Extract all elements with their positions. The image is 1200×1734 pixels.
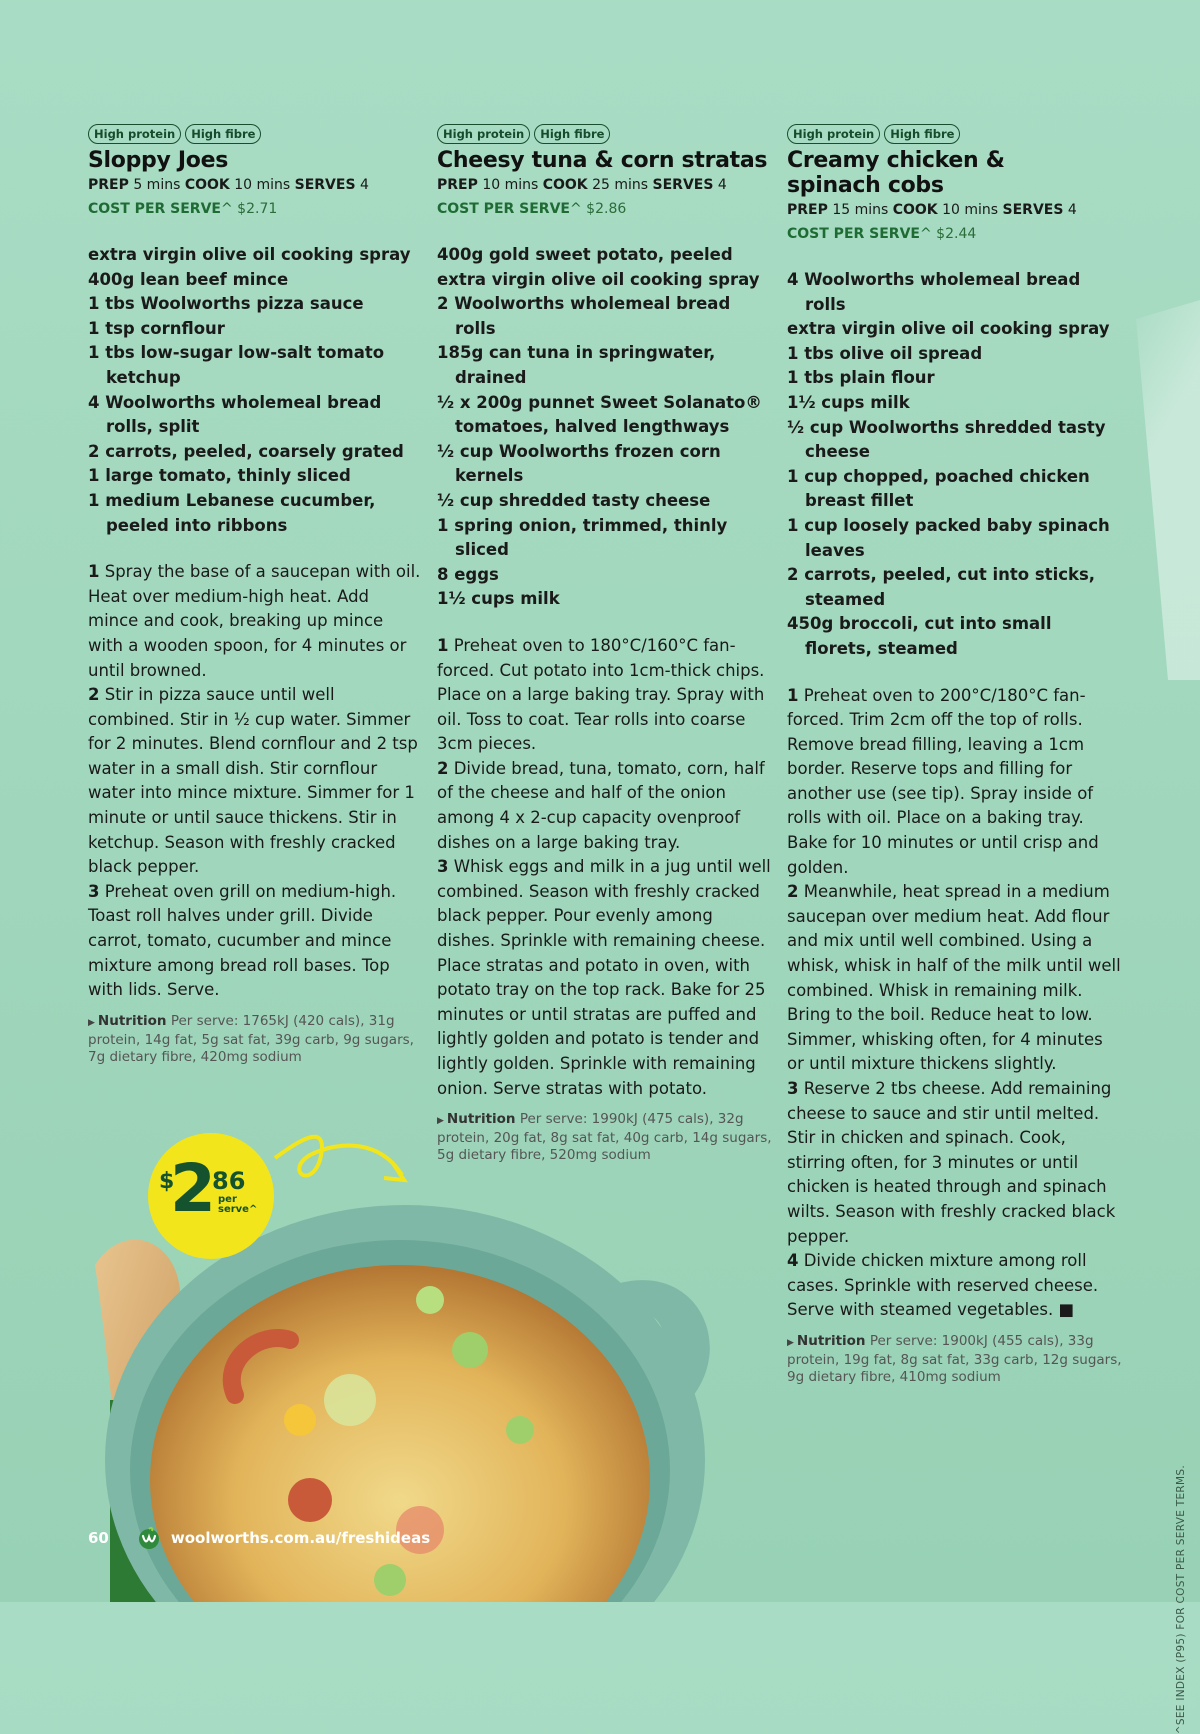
ingredient-item: ½ x 200g punnet Sweet Solanato® tomatoes, halved lengthways <box>437 392 762 437</box>
method-step: 1 Preheat oven to 200°C/180°C fan-forced. Trim 2cm off the top of rolls. Remove bread filling, leaving a 1cm border. Reserve tops and filling for another use (see tip). Spray inside of rolls with oil. Place on a baking tray. Bake for 10 minutes or until crisp and golden. <box>787 685 1099 877</box>
ingredient-item: 2 Woolworths wholemeal bread rolls <box>437 294 731 338</box>
tag-high-protein: High protein <box>88 124 181 144</box>
cost-per-serve: COST PER SERVE^ $2.71 <box>88 201 278 217</box>
ingredient-item: ½ cup shredded tasty cheese <box>437 490 711 510</box>
ingredient-item: 2 carrots, peeled, coarsely grated <box>88 441 404 461</box>
tag-high-fibre: High fibre <box>534 124 610 144</box>
recipe-title: Sloppy Joes <box>88 148 229 173</box>
method-step: 1 Preheat oven to 180°C/160°C fan-forced. Cut potato into 1cm-thick chips. Place on a large baking tray. Spray with oil. Toss to coat. Tear rolls into coarse 3cm pieces. <box>437 635 765 754</box>
ingredient-item: 1 tbs plain flour <box>787 368 935 388</box>
triangle-icon: ▶ <box>437 1116 444 1127</box>
page-number: 60 <box>88 1529 109 1547</box>
tag-high-fibre: High fibre <box>884 124 960 144</box>
ingredient-item: extra virgin olive oil cooking spray <box>88 245 411 264</box>
triangle-icon: ▶ <box>88 1017 95 1028</box>
method-steps <box>88 560 423 1003</box>
method-step: 2 Meanwhile, heat spread in a medium saucepan over medium heat. Add flour and mix until well combined. Using a whisk, whisk in half of the milk until well combined. Whisk in remaining milk. Bring to the boil. Reduce heat to low. Simmer, whisking often, for 4 minutes or until mixture thickens slightly. <box>787 882 1121 1074</box>
page-footer <box>88 1526 430 1550</box>
ingredient-list <box>88 243 423 538</box>
recipe-column-chicken-cobs <box>787 124 1122 1386</box>
ingredient-list <box>787 268 1122 662</box>
tag-row <box>88 124 423 144</box>
tag-high-protein: High protein <box>787 124 880 144</box>
ingredient-item: 8 eggs <box>437 564 499 584</box>
tag-high-fibre: High fibre <box>185 124 261 144</box>
ingredient-item: 185g can tuna in springwater, drained <box>437 343 716 387</box>
badge-dollar: $ <box>159 1169 175 1194</box>
footer-url[interactable]: woolworths.com.au/freshideas <box>170 1529 431 1547</box>
tag-row <box>437 124 772 144</box>
nutrition-info: ▶ Nutrition Per serve: 1990kJ (475 cals), 32g protein, 20g fat, 8g sat fat, 40g carb, 14g sugars, 5g dietary fibre, 520mg sodium <box>437 1111 772 1164</box>
method-steps <box>437 634 772 1101</box>
recipe-title: Creamy chicken & spinach cobs <box>787 148 1005 198</box>
recipe-times: PREP 10 mins COOK 25 mins SERVES 4 <box>437 177 727 193</box>
ingredient-item: 1½ cups milk <box>787 392 910 412</box>
ingredient-item: 1 large tomato, thinly sliced <box>88 466 351 486</box>
method-step: 1 Spray the base of a saucepan with oil. Heat over medium-high heat. Add mince and cook, breaking up mince with a wooden spoon, for 4 minutes or until browned. <box>88 562 421 680</box>
cost-terms-note: ^SEE INDEX (P95) FOR COST PER SERVE TERMS. <box>1175 1465 1187 1734</box>
woolworths-logo-icon <box>137 1526 161 1550</box>
method-steps <box>787 684 1122 1323</box>
recipe-column-sloppy-joes <box>88 124 423 1066</box>
ingredient-item: 1 tbs olive oil spread <box>787 343 983 363</box>
ingredient-item: 1 spring onion, trimmed, thinly sliced <box>437 515 728 560</box>
method-step: 4 Divide chicken mixture among roll cases. Sprinkle with reserved cheese. Serve with steamed vegetables. ■ <box>787 1251 1099 1320</box>
recipe-times: PREP 5 mins COOK 10 mins SERVES 4 <box>88 177 369 193</box>
badge-per-serve: per serve^ <box>218 1194 258 1215</box>
ingredient-item: 4 Woolworths wholemeal bread rolls, split <box>88 392 382 437</box>
method-step: 2 Stir in pizza sauce until well combined. Stir in ½ cup water. Simmer for 2 minutes. Blend cornflour and 2 tsp water in a small dish. Stir cornflour water into mince mixture. Simmer for 1 minute or until sauce thickens. Stir in ketchup. Season with freshly cracked black pepper. <box>88 685 418 877</box>
ingredient-item: ½ cup Woolworths shredded tasty cheese <box>787 417 1106 462</box>
ingredient-item: 1½ cups milk <box>437 589 560 609</box>
method-step: 3 Preheat oven grill on medium-high. Toast roll halves under grill. Divide carrot, tomato, cucumber and mince mixture among bread roll bases. Top with lids. Serve. <box>88 881 397 1000</box>
price-badge <box>148 1133 274 1259</box>
ingredient-item: ½ cup Woolworths frozen corn kernels <box>437 441 721 486</box>
ingredient-item: 1 tbs Woolworths pizza sauce <box>88 294 364 314</box>
badge-price-whole: 2 <box>170 1150 213 1227</box>
method-step: 2 Divide bread, tuna, tomato, corn, half of the cheese and half of the onion among 4 x 2-cup capacity ovenproof dishes on a large baking tray. <box>437 758 765 852</box>
tag-row <box>787 124 1122 144</box>
nutrition-info: ▶ Nutrition Per serve: 1900kJ (455 cals), 33g protein, 19g fat, 8g sat fat, 33g carb, 12g sugars, 9g dietary fibre, 410mg sodium <box>787 1332 1122 1385</box>
recipe-title: Cheesy tuna & corn stratas <box>437 148 768 173</box>
cost-per-serve: COST PER SERVE^ $2.44 <box>787 226 977 242</box>
badge-price-cents: 86 <box>212 1167 246 1195</box>
ingredient-item: 450g broccoli, cut into small florets, steamed <box>787 614 1052 658</box>
method-step: 3 Reserve 2 tbs cheese. Add remaining cheese to sauce and stir until melted. Stir in chicken and spinach. Cook, stirring often, for 3 minutes or until chicken is heated through and spinach wilts. Season with freshly cracked black pepper. <box>787 1079 1116 1246</box>
recipe-column-tuna-stratas <box>437 124 772 1164</box>
ingredient-item: 1 cup loosely packed baby spinach leaves <box>787 515 1110 560</box>
ingredient-item: extra virgin olive oil cooking spray <box>787 319 1110 339</box>
cost-per-serve: COST PER SERVE^ $2.86 <box>437 201 627 217</box>
ingredient-item: 400g lean beef mince <box>88 269 289 289</box>
method-step: 3 Whisk eggs and milk in a jug until well combined. Season with freshly cracked black pepper. Pour evenly among dishes. Sprinkle with remaining cheese. Place stratas and potato in oven, with potato tray on the top rack. Bake for 25 minutes or until stratas are puffed and lightly golden and potato is tender and lightly golden. Sprinkle with remaining onion. Serve stratas with potato. <box>437 857 771 1098</box>
ingredient-list <box>437 243 772 612</box>
paper-fold-decoration <box>1120 300 1200 680</box>
nutrition-info: ▶ Nutrition Per serve: 1765kJ (420 cals), 31g protein, 14g fat, 5g sat fat, 39g carb, 9g sugars, 7g dietary fibre, 420mg sodium <box>88 1012 414 1065</box>
ingredient-item: 1 tbs low-sugar low-salt tomato ketchup <box>88 343 385 387</box>
triangle-icon: ▶ <box>787 1337 794 1348</box>
ingredient-item: 400g gold sweet potato, peeled <box>437 245 733 264</box>
ingredient-item: extra virgin olive oil cooking spray <box>437 269 760 289</box>
ingredient-item: 1 cup chopped, poached chicken breast fillet <box>787 466 1090 511</box>
ingredient-item: 4 Woolworths wholemeal bread rolls <box>787 270 1081 314</box>
recipe-times: PREP 15 mins COOK 10 mins SERVES 4 <box>787 202 1077 218</box>
ingredient-item: 2 carrots, peeled, cut into sticks, steamed <box>787 565 1096 609</box>
ingredient-item: 1 medium Lebanese cucumber, peeled into ribbons <box>88 490 376 535</box>
tag-high-protein: High protein <box>437 124 530 144</box>
ingredient-item: 1 tsp cornflour <box>88 318 225 338</box>
